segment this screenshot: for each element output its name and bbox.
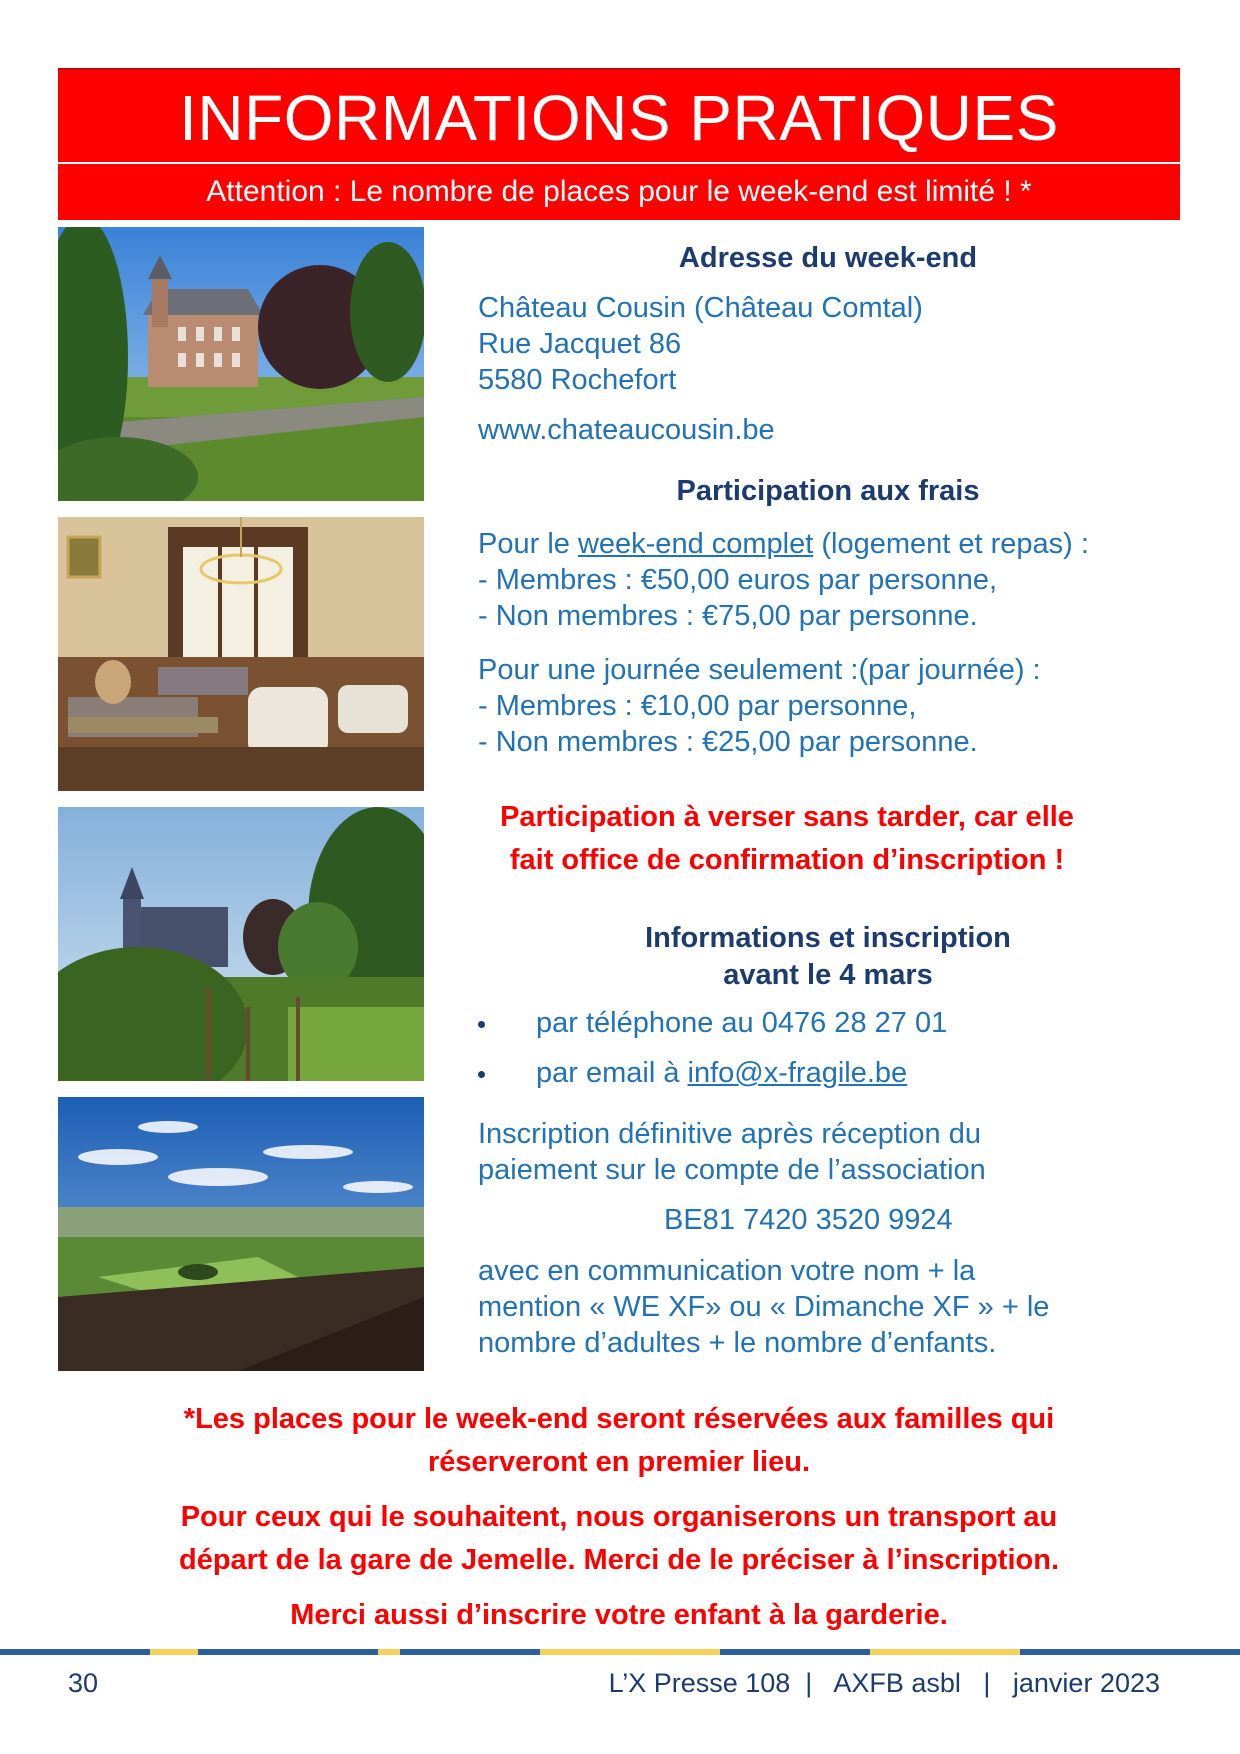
fees-day-members: - Membres : €10,00 par personne,	[478, 690, 917, 722]
address-line-1: Château Cousin (Château Comtal)	[478, 292, 923, 324]
places-note	[58, 1398, 1180, 1484]
payment-notice-line-1: Participation à verser sans tarder, car elle	[500, 801, 1074, 833]
transport-note-line-1: Pour ceux qui le souhaitent, nous organiserons un transport au	[180, 1501, 1058, 1533]
bullet-icon	[478, 1021, 485, 1028]
header-banner	[58, 68, 1180, 220]
registration-heading	[478, 920, 1178, 994]
fees-full-members: - Membres : €50,00 euros par personne,	[478, 564, 998, 596]
weekend-complet-link: week-end complet	[577, 528, 814, 560]
payment-notice-line-2: fait office de confirmation d’inscription !	[509, 844, 1065, 876]
fees-day-intro: Pour une journée seulement :(par journée) :	[478, 654, 1041, 686]
contact-email-text	[536, 1057, 907, 1090]
communication-line-3: nombre d’adultes + le nombre d’enfants.	[478, 1327, 997, 1359]
fees-full-prefix: Pour le	[478, 528, 578, 560]
header-subtitle: Attention : Le nombre de places pour le week-end est limité ! *	[206, 175, 1032, 208]
photo-castle-living-room	[58, 517, 424, 791]
website-link[interactable]: www.chateaucousin.be	[478, 414, 775, 446]
fees-day-nonmembers: - Non membres : €25,00 par personne.	[478, 726, 978, 758]
address-heading: Adresse du week-end	[678, 242, 978, 274]
photo-castle-garden	[58, 807, 424, 1081]
places-note-line-2: réserveront en premier lieu.	[428, 1446, 810, 1478]
address-line-3: 5580 Rochefort	[478, 364, 677, 396]
registration-heading-line-1: Informations et inscription	[645, 922, 1011, 954]
address-line-2: Rue Jacquet 86	[478, 328, 682, 360]
page-number: 30	[68, 1668, 99, 1698]
transport-note	[58, 1496, 1180, 1582]
daycare-note: Merci aussi d’inscrire votre enfant à la garderie.	[290, 1599, 948, 1631]
definitive-line-2: paiement sur le compte de l’association	[478, 1154, 986, 1186]
fees-full-nonmembers: - Non membres : €75,00 par personne.	[478, 600, 978, 632]
bullet-icon	[478, 1071, 485, 1078]
page-title: INFORMATIONS PRATIQUES	[179, 82, 1059, 154]
registration-heading-line-2: avant le 4 mars	[723, 959, 933, 991]
iban: BE81 7420 3520 9924	[664, 1204, 953, 1236]
transport-note-line-2: départ de la gare de Jemelle. Merci de le préciser à l’inscription.	[178, 1544, 1060, 1576]
fees-full-suffix: (logement et repas) :	[813, 528, 1089, 560]
communication-line-2: mention « WE XF» ou « Dimanche XF » + le	[478, 1291, 1050, 1323]
contact-email-prefix: par email à	[536, 1057, 688, 1089]
contact-phone[interactable]: par téléphone au 0476 28 27 01	[536, 1007, 948, 1039]
places-note-line-1: *Les places pour le week-end seront réservées aux familles qui	[183, 1403, 1055, 1435]
footer-divider	[0, 1649, 1240, 1655]
photo-valley-landscape	[58, 1097, 424, 1371]
publication-info: L’X Presse 108 | AXFB asbl | janvier 2023	[608, 1668, 1160, 1698]
photo-castle-exterior	[58, 227, 424, 501]
payment-notice	[462, 796, 1112, 882]
fees-heading: Participation aux frais	[676, 475, 980, 507]
contact-email-link[interactable]: info@x-fragile.be	[687, 1057, 908, 1089]
communication-line-1: avec en communication votre nom + la	[478, 1255, 976, 1287]
fees-full-intro	[478, 526, 1089, 562]
definitive-line-1: Inscription définitive après réception du	[478, 1118, 981, 1150]
header-divider	[58, 162, 1180, 164]
